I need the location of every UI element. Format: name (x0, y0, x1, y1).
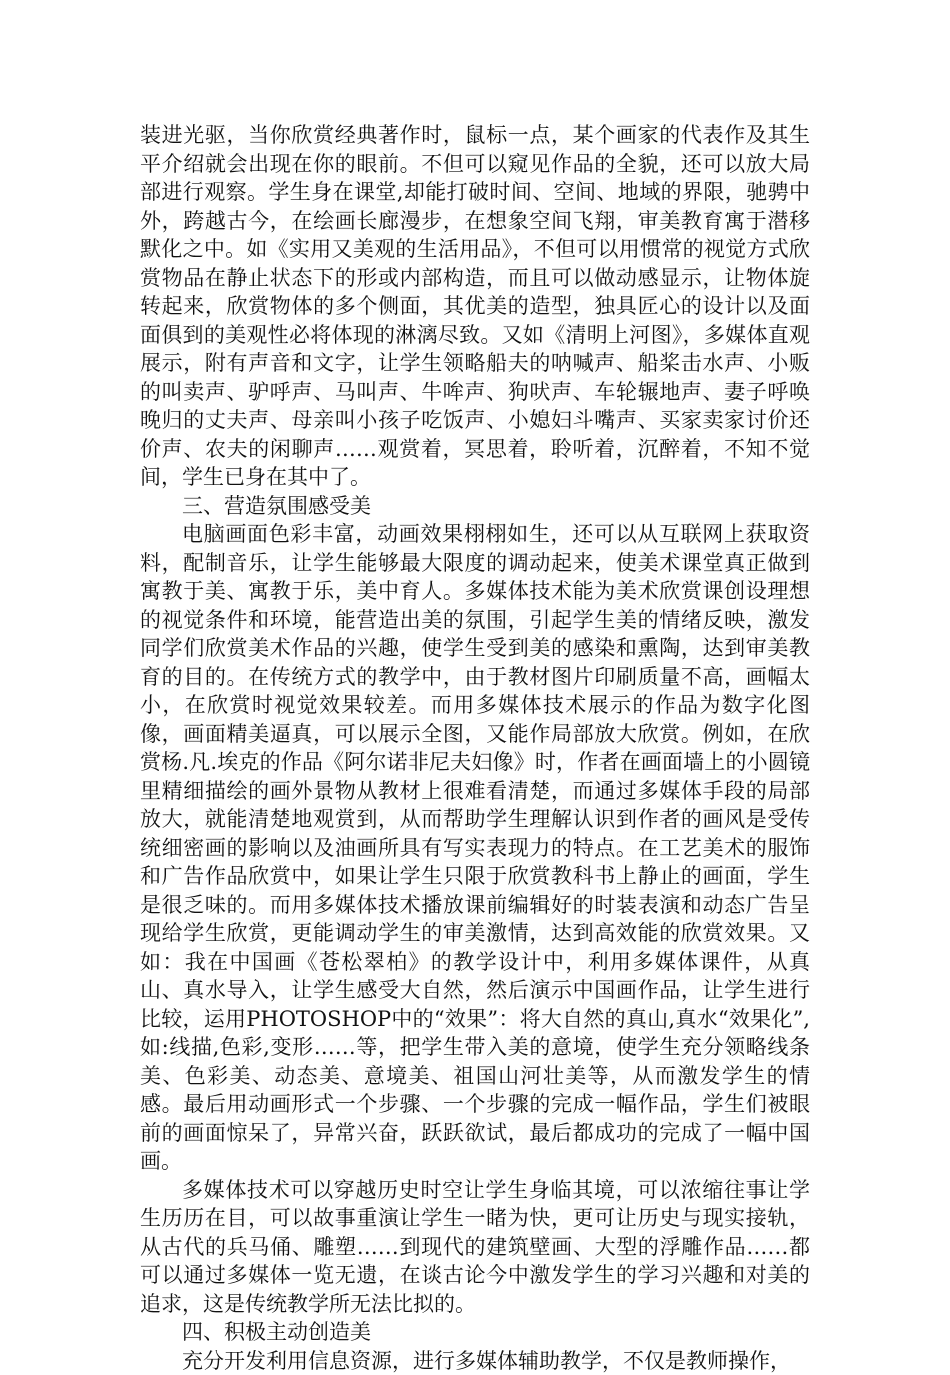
section-heading-3: 三、营造氛围感受美 (140, 492, 810, 521)
paragraph-resources: 充分开发利用信息资源，进行多媒体辅助教学，不仅是教师操作， (140, 1347, 810, 1375)
paragraph-atmosphere: 电脑画面色彩丰富，动画效果栩栩如生，还可以从互联网上获取资料，配制音乐，让学生能够最大限度的调动起来，使美术课堂真正做到寓教于美、寓教于乐，美中育人。多媒体技术能为美术欣赏课创设理想的视觉条件和环境，能营造出美的氛围，引起学生美的情绪反映，激发同学们欣赏美术作品的兴趣，使学生受到美的感染和熏陶，达到审美教育的目的。在传统方式的教学中，由于教材图片印刷质量不高，画幅太小，在欣赏时视觉效果较差。而用多媒体技术展示的作品为数字化图像，画面精美逼真，可以展示全图，又能作局部放大欣赏。例如，在欣赏杨.凡.埃克的作品《阿尔诺非尼夫妇像》时，作者在画面墙上的小圆镜里精细描绘的画外景物从教材上很难看清楚，而通过多媒体手段的局部放大，就能清楚地观赏到，从而帮助学生理解认识到作者的画风是受传统细密画的影响以及油画所具有写实表现力的特点。在工艺美术的服饰和广告作品欣赏中，如果让学生只限于欣赏教科书上静止的画面，学生是很乏味的。而用多媒体技术播放课前编辑好的时装表演和动态广告呈现给学生欣赏，更能调动学生的审美激情，达到高效能的欣赏效果。又如：我在中国画《苍松翠柏》的教学设计中，利用多媒体课件，从真山、真水导入，让学生感受大自然，然后演示中国画作品，让学生进行比较，运用PHOTOSHOP中的“效果”：将大自然的真山,真水“效果化”,如:线描,色彩,变形……等，把学生带入美的意境，使学生充分领略线条美、色彩美、动态美、意境美、祖国山河壮美等，从而激发学生的情感。最后用动画形式一个步骤、一个步骤的完成一幅作品，学生们被眼前的画面惊呆了，异常兴奋，跃跃欲试，最后都成功的完成了一幅中国画。 (140, 520, 810, 1176)
document-body (140, 121, 810, 1375)
paragraph-continuation: 装进光驱，当你欣赏经典著作时，鼠标一点，某个画家的代表作及其生平介绍就会出现在你的眼前。不但可以窥见作品的全貌，还可以放大局部进行观察。学生身在课堂,却能打破时间、空间、地域的界限，驰骋中外，跨越古今，在绘画长廊漫步，在想象空间飞翔，审美教育寓于潜移默化之中。如《实用又美观的生活用品》，不但可以用惯常的视觉方式欣赏物品在静止状态下的形或内部构造，而且可以做动感显示，让物体旋转起来，欣赏物体的多个侧面，其优美的造型，独具匠心的设计以及面面俱到的美观性必将体现的淋漓尽致。又如《清明上河图》，多媒体直观展示，附有声音和文字，让学生领略船夫的呐喊声、船桨击水声、小贩的叫卖声、驴呼声、马叫声、牛哞声、狗吠声、车轮辗地声、妻子呼唤晚归的丈夫声、母亲叫小孩子吃饭声、小媳妇斗嘴声、买家卖家讨价还价声、农夫的闲聊声……观赏着，冥思着，聆听着，沉醉着，不知不觉间，学生已身在其中了。 (140, 121, 810, 492)
section-heading-4: 四、积极主动创造美 (140, 1318, 810, 1347)
paragraph-history: 多媒体技术可以穿越历史时空让学生身临其境，可以浓缩往事让学生历历在目，可以故事重演让学生一睹为快，更可让历史与现实接轨，从古代的兵马俑、雕塑……到现代的建筑壁画、大型的浮雕作品……都可以通过多媒体一览无遗，在谈古论今中激发学生的学习兴趣和对美的追求，这是传统教学所无法比拟的。 (140, 1176, 810, 1319)
